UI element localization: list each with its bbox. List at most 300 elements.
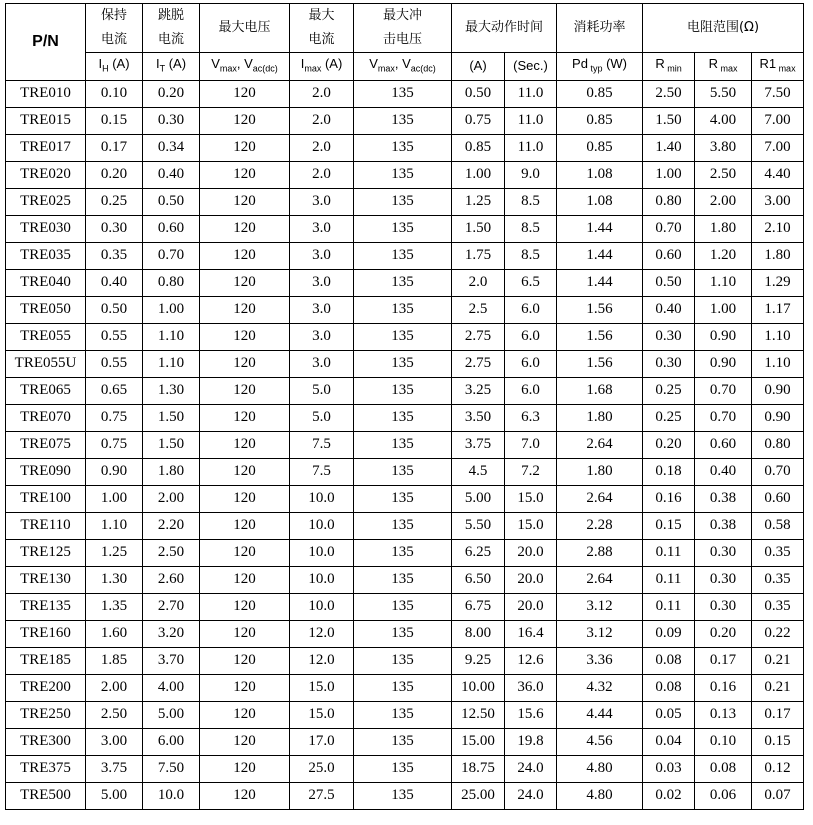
table-cell: 5.50 xyxy=(452,512,505,539)
table-row xyxy=(6,728,804,755)
table-cell: 0.04 xyxy=(643,728,695,755)
table-cell: 120 xyxy=(200,512,290,539)
table-cell: 19.8 xyxy=(505,728,557,755)
table-row xyxy=(6,782,804,809)
table-cell: 0.40 xyxy=(643,296,695,323)
table-cell: 135 xyxy=(354,188,452,215)
part-number-cell: TRE035 xyxy=(6,242,86,269)
table-cell: 1.40 xyxy=(643,134,695,161)
table-cell: 120 xyxy=(200,485,290,512)
table-cell: 135 xyxy=(354,512,452,539)
table-cell: 2.50 xyxy=(86,701,143,728)
table-cell: 3.00 xyxy=(752,188,804,215)
table-cell: 0.11 xyxy=(643,566,695,593)
table-cell: 0.35 xyxy=(752,566,804,593)
table-cell: 1.80 xyxy=(557,404,643,431)
table-cell: 0.60 xyxy=(643,242,695,269)
table-cell: 12.0 xyxy=(290,620,354,647)
table-cell: 2.0 xyxy=(290,161,354,188)
table-cell: 1.10 xyxy=(86,512,143,539)
table-cell: 6.50 xyxy=(452,566,505,593)
unit-rmin: R $_{min}$ xyxy=(643,53,695,81)
table-cell: 0.75 xyxy=(86,431,143,458)
header-trip-current-line2: 电流 xyxy=(157,32,184,47)
table-cell: 0.12 xyxy=(752,755,804,782)
table-cell: 3.00 xyxy=(86,728,143,755)
table-row xyxy=(6,107,804,134)
table-cell: 0.30 xyxy=(643,323,695,350)
table-cell: 135 xyxy=(354,593,452,620)
table-cell: 2.0 xyxy=(290,80,354,107)
table-cell: 0.60 xyxy=(752,485,804,512)
table-cell: 12.6 xyxy=(505,647,557,674)
table-cell: 0.22 xyxy=(752,620,804,647)
table-cell: 2.00 xyxy=(695,188,752,215)
table-cell: 5.00 xyxy=(452,485,505,512)
table-cell: 1.35 xyxy=(86,593,143,620)
table-cell: 0.85 xyxy=(557,134,643,161)
table-cell: 120 xyxy=(200,296,290,323)
table-cell: 1.80 xyxy=(752,242,804,269)
table-cell: 7.5 xyxy=(290,458,354,485)
header-resistance-range: 电阻范围(Ω) xyxy=(643,4,804,53)
table-cell: 1.80 xyxy=(557,458,643,485)
table-cell: 0.40 xyxy=(143,161,200,188)
table-cell: 0.90 xyxy=(752,404,804,431)
table-cell: 2.64 xyxy=(557,431,643,458)
table-cell: 0.30 xyxy=(643,350,695,377)
table-cell: 135 xyxy=(354,377,452,404)
part-number-cell: TRE500 xyxy=(6,782,86,809)
part-number-cell: TRE100 xyxy=(6,485,86,512)
table-cell: 25.00 xyxy=(452,782,505,809)
table-cell: 0.25 xyxy=(643,404,695,431)
table-cell: 8.5 xyxy=(505,242,557,269)
table-cell: 0.08 xyxy=(643,674,695,701)
table-row xyxy=(6,512,804,539)
table-cell: 135 xyxy=(354,485,452,512)
table-cell: 9.0 xyxy=(505,161,557,188)
table-cell: 120 xyxy=(200,701,290,728)
table-cell: 2.10 xyxy=(752,215,804,242)
table-cell: 2.0 xyxy=(290,107,354,134)
table-cell: 0.20 xyxy=(695,620,752,647)
table-cell: 135 xyxy=(354,161,452,188)
table-cell: 120 xyxy=(200,269,290,296)
table-cell: 20.0 xyxy=(505,539,557,566)
table-cell: 1.00 xyxy=(143,296,200,323)
table-cell: 0.58 xyxy=(752,512,804,539)
table-cell: 1.56 xyxy=(557,296,643,323)
spec-table xyxy=(5,3,804,810)
table-cell: 2.64 xyxy=(557,485,643,512)
table-cell: 24.0 xyxy=(505,755,557,782)
table-cell: 10.0 xyxy=(290,566,354,593)
table-cell: 120 xyxy=(200,188,290,215)
table-cell: 1.10 xyxy=(695,269,752,296)
table-cell: 3.25 xyxy=(452,377,505,404)
table-cell: 3.12 xyxy=(557,620,643,647)
table-cell: 135 xyxy=(354,701,452,728)
table-cell: 0.08 xyxy=(695,755,752,782)
table-cell: 0.34 xyxy=(143,134,200,161)
table-cell: 15.0 xyxy=(290,674,354,701)
table-row xyxy=(6,566,804,593)
table-cell: 16.4 xyxy=(505,620,557,647)
table-row xyxy=(6,647,804,674)
table-cell: 2.20 xyxy=(143,512,200,539)
table-cell: 4.56 xyxy=(557,728,643,755)
table-cell: 0.60 xyxy=(143,215,200,242)
table-cell: 6.00 xyxy=(143,728,200,755)
table-cell: 1.29 xyxy=(752,269,804,296)
table-cell: 0.80 xyxy=(752,431,804,458)
table-cell: 135 xyxy=(354,323,452,350)
table-cell: 4.40 xyxy=(752,161,804,188)
table-row xyxy=(6,323,804,350)
table-cell: 25.0 xyxy=(290,755,354,782)
table-cell: 135 xyxy=(354,215,452,242)
table-body xyxy=(6,80,804,809)
table-cell: 12.0 xyxy=(290,647,354,674)
table-cell: 120 xyxy=(200,620,290,647)
table-cell: 7.00 xyxy=(752,134,804,161)
table-cell: 5.00 xyxy=(143,701,200,728)
table-cell: 3.12 xyxy=(557,593,643,620)
table-cell: 3.0 xyxy=(290,269,354,296)
table-cell: 0.20 xyxy=(643,431,695,458)
table-cell: 0.11 xyxy=(643,539,695,566)
table-cell: 2.28 xyxy=(557,512,643,539)
table-row xyxy=(6,539,804,566)
table-cell: 0.30 xyxy=(695,593,752,620)
header-max-surge-voltage xyxy=(354,4,452,53)
table-cell: 0.06 xyxy=(695,782,752,809)
table-cell: 0.30 xyxy=(86,215,143,242)
table-cell: 120 xyxy=(200,323,290,350)
table-cell: 4.80 xyxy=(557,755,643,782)
table-row xyxy=(6,80,804,107)
table-cell: 10.0 xyxy=(143,782,200,809)
table-cell: 2.5 xyxy=(452,296,505,323)
part-number-cell: TRE250 xyxy=(6,701,86,728)
table-cell: 10.0 xyxy=(290,485,354,512)
unit-imax: $I_{max}$ (A) xyxy=(290,53,354,81)
table-cell: 3.0 xyxy=(290,323,354,350)
table-cell: 0.50 xyxy=(643,269,695,296)
table-row xyxy=(6,458,804,485)
header-max-trip-time: 最大动作时间 xyxy=(452,4,557,53)
table-cell: 1.10 xyxy=(752,350,804,377)
header-max-surge-voltage-line1: 最大冲 xyxy=(382,8,422,23)
table-cell: 7.50 xyxy=(752,80,804,107)
table-cell: 120 xyxy=(200,377,290,404)
unit-r1max: R1 $_{max}$ xyxy=(752,53,804,81)
part-number-cell: TRE017 xyxy=(6,134,86,161)
table-cell: 0.50 xyxy=(86,296,143,323)
part-number-cell: TRE070 xyxy=(6,404,86,431)
table-cell: 1.80 xyxy=(143,458,200,485)
table-cell: 120 xyxy=(200,728,290,755)
table-cell: 2.00 xyxy=(143,485,200,512)
table-row xyxy=(6,377,804,404)
table-cell: 4.44 xyxy=(557,701,643,728)
table-cell: 3.36 xyxy=(557,647,643,674)
table-cell: 6.5 xyxy=(505,269,557,296)
table-cell: 120 xyxy=(200,566,290,593)
table-cell: 0.21 xyxy=(752,674,804,701)
table-cell: 4.00 xyxy=(695,107,752,134)
table-cell: 2.88 xyxy=(557,539,643,566)
table-cell: 120 xyxy=(200,215,290,242)
table-cell: 3.20 xyxy=(143,620,200,647)
table-cell: 0.70 xyxy=(695,404,752,431)
table-cell: 0.40 xyxy=(86,269,143,296)
table-cell: 120 xyxy=(200,458,290,485)
table-cell: 0.50 xyxy=(143,188,200,215)
table-cell: 120 xyxy=(200,755,290,782)
table-cell: 4.00 xyxy=(143,674,200,701)
table-cell: 0.21 xyxy=(752,647,804,674)
table-row xyxy=(6,755,804,782)
table-cell: 4.80 xyxy=(557,782,643,809)
table-cell: 0.18 xyxy=(643,458,695,485)
header-trip-current-line1: 跳脱 xyxy=(157,8,184,23)
table-cell: 6.3 xyxy=(505,404,557,431)
table-cell: 7.0 xyxy=(505,431,557,458)
table-cell: 1.50 xyxy=(643,107,695,134)
table-row xyxy=(6,161,804,188)
table-cell: 10.0 xyxy=(290,512,354,539)
part-number-cell: TRE160 xyxy=(6,620,86,647)
table-cell: 6.0 xyxy=(505,350,557,377)
table-cell: 1.10 xyxy=(143,350,200,377)
table-cell: 2.75 xyxy=(452,323,505,350)
table-cell: 135 xyxy=(354,539,452,566)
header-hold-current xyxy=(86,4,143,53)
table-cell: 1.25 xyxy=(86,539,143,566)
table-cell: 1.00 xyxy=(695,296,752,323)
table-cell: 0.65 xyxy=(86,377,143,404)
table-cell: 135 xyxy=(354,566,452,593)
table-cell: 17.0 xyxy=(290,728,354,755)
table-cell: 0.90 xyxy=(86,458,143,485)
table-cell: 0.17 xyxy=(695,647,752,674)
table-cell: 1.20 xyxy=(695,242,752,269)
table-cell: 2.00 xyxy=(86,674,143,701)
table-cell: 120 xyxy=(200,647,290,674)
table-cell: 135 xyxy=(354,431,452,458)
table-cell: 36.0 xyxy=(505,674,557,701)
part-number-cell: TRE015 xyxy=(6,107,86,134)
table-cell: 0.30 xyxy=(695,539,752,566)
table-cell: 4.5 xyxy=(452,458,505,485)
table-cell: 1.44 xyxy=(557,269,643,296)
table-cell: 1.75 xyxy=(452,242,505,269)
table-cell: 0.20 xyxy=(86,161,143,188)
table-cell: 0.85 xyxy=(557,107,643,134)
table-row xyxy=(6,593,804,620)
table-cell: 135 xyxy=(354,107,452,134)
table-cell: 2.64 xyxy=(557,566,643,593)
table-cell: 120 xyxy=(200,161,290,188)
table-cell: 0.80 xyxy=(643,188,695,215)
table-row xyxy=(6,404,804,431)
table-cell: 10.00 xyxy=(452,674,505,701)
table-cell: 0.55 xyxy=(86,323,143,350)
part-number-cell: TRE065 xyxy=(6,377,86,404)
table-cell: 1.08 xyxy=(557,161,643,188)
part-number-cell: TRE130 xyxy=(6,566,86,593)
table-cell: 0.25 xyxy=(643,377,695,404)
table-cell: 11.0 xyxy=(505,107,557,134)
table-cell: 0.85 xyxy=(557,80,643,107)
table-cell: 0.35 xyxy=(86,242,143,269)
table-cell: 7.00 xyxy=(752,107,804,134)
table-cell: 0.90 xyxy=(695,323,752,350)
header-hold-current-line1: 保持 xyxy=(100,8,127,23)
part-number-cell: TRE075 xyxy=(6,431,86,458)
table-cell: 0.16 xyxy=(695,674,752,701)
table-cell: 1.30 xyxy=(86,566,143,593)
table-row xyxy=(6,188,804,215)
table-cell: 135 xyxy=(354,242,452,269)
table-row xyxy=(6,269,804,296)
header-max-voltage: 最大电压 xyxy=(200,4,290,53)
table-row xyxy=(6,674,804,701)
table-row xyxy=(6,485,804,512)
table-cell: 20.0 xyxy=(505,593,557,620)
table-cell: 11.0 xyxy=(505,80,557,107)
table-cell: 0.38 xyxy=(695,485,752,512)
table-cell: 27.5 xyxy=(290,782,354,809)
unit-it: $I_T$ (A) xyxy=(143,53,200,81)
table-cell: 5.0 xyxy=(290,404,354,431)
table-cell: 15.00 xyxy=(452,728,505,755)
table-cell: 0.75 xyxy=(452,107,505,134)
part-number-cell: TRE010 xyxy=(6,80,86,107)
table-row xyxy=(6,431,804,458)
table-cell: 0.70 xyxy=(695,377,752,404)
table-cell: 1.30 xyxy=(143,377,200,404)
table-cell: 0.10 xyxy=(86,80,143,107)
table-cell: 0.30 xyxy=(143,107,200,134)
table-cell: 135 xyxy=(354,647,452,674)
table-cell: 3.80 xyxy=(695,134,752,161)
table-cell: 1.10 xyxy=(752,323,804,350)
table-cell: 0.85 xyxy=(452,134,505,161)
header-max-surge-voltage-line2: 击电压 xyxy=(382,32,422,47)
table-cell: 135 xyxy=(354,458,452,485)
table-cell: 3.0 xyxy=(290,215,354,242)
table-cell: 8.5 xyxy=(505,188,557,215)
unit-rmax: R $_{max}$ xyxy=(695,53,752,81)
table-cell: 8.00 xyxy=(452,620,505,647)
table-row xyxy=(6,242,804,269)
unit-trip-sec: (Sec.) xyxy=(505,53,557,81)
table-cell: 1.80 xyxy=(695,215,752,242)
table-cell: 1.00 xyxy=(452,161,505,188)
table-cell: 0.02 xyxy=(643,782,695,809)
table-cell: 1.56 xyxy=(557,350,643,377)
table-row xyxy=(6,134,804,161)
table-cell: 9.25 xyxy=(452,647,505,674)
table-cell: 1.10 xyxy=(143,323,200,350)
unit-trip-a: (A) xyxy=(452,53,505,81)
table-cell: 1.50 xyxy=(452,215,505,242)
table-cell: 1.44 xyxy=(557,215,643,242)
table-row xyxy=(6,215,804,242)
part-number-cell: TRE375 xyxy=(6,755,86,782)
table-cell: 3.0 xyxy=(290,242,354,269)
table-cell: 3.70 xyxy=(143,647,200,674)
header-max-current xyxy=(290,4,354,53)
table-cell: 0.17 xyxy=(752,701,804,728)
table-cell: 6.0 xyxy=(505,323,557,350)
table-cell: 1.08 xyxy=(557,188,643,215)
table-cell: 0.15 xyxy=(643,512,695,539)
table-cell: 0.03 xyxy=(643,755,695,782)
table-cell: 6.0 xyxy=(505,296,557,323)
table-cell: 5.0 xyxy=(290,377,354,404)
table-cell: 120 xyxy=(200,350,290,377)
table-cell: 135 xyxy=(354,404,452,431)
table-cell: 0.35 xyxy=(752,593,804,620)
table-cell: 15.0 xyxy=(290,701,354,728)
table-cell: 2.50 xyxy=(695,161,752,188)
table-cell: 10.0 xyxy=(290,593,354,620)
table-cell: 7.2 xyxy=(505,458,557,485)
table-cell: 0.11 xyxy=(643,593,695,620)
table-cell: 135 xyxy=(354,755,452,782)
part-number-cell: TRE300 xyxy=(6,728,86,755)
table-cell: 3.75 xyxy=(452,431,505,458)
table-cell: 15.0 xyxy=(505,512,557,539)
part-number-cell: TRE025 xyxy=(6,188,86,215)
units-row xyxy=(6,53,804,81)
table-cell: 2.0 xyxy=(290,134,354,161)
table-cell: 10.0 xyxy=(290,539,354,566)
table-cell: 0.05 xyxy=(643,701,695,728)
table-cell: 3.0 xyxy=(290,188,354,215)
table-cell: 1.44 xyxy=(557,242,643,269)
table-cell: 24.0 xyxy=(505,782,557,809)
table-cell: 135 xyxy=(354,620,452,647)
table-cell: 3.0 xyxy=(290,296,354,323)
table-cell: 135 xyxy=(354,674,452,701)
table-cell: 11.0 xyxy=(505,134,557,161)
part-number-cell: TRE125 xyxy=(6,539,86,566)
table-cell: 135 xyxy=(354,80,452,107)
table-cell: 5.00 xyxy=(86,782,143,809)
table-cell: 120 xyxy=(200,107,290,134)
table-cell: 0.80 xyxy=(143,269,200,296)
part-number-cell: TRE040 xyxy=(6,269,86,296)
table-cell: 2.70 xyxy=(143,593,200,620)
table-cell: 1.56 xyxy=(557,323,643,350)
part-number-cell: TRE110 xyxy=(6,512,86,539)
part-number-cell: TRE055 xyxy=(6,323,86,350)
table-cell: 1.17 xyxy=(752,296,804,323)
table-cell: 3.50 xyxy=(452,404,505,431)
table-cell: 1.00 xyxy=(86,485,143,512)
unit-vmax-surge: $V_{max}$, $V_{ac(dc)}$ xyxy=(354,53,452,81)
part-number-cell: TRE030 xyxy=(6,215,86,242)
table-cell: 0.55 xyxy=(86,350,143,377)
table-cell: 1.60 xyxy=(86,620,143,647)
table-cell: 0.70 xyxy=(643,215,695,242)
part-number-cell: TRE050 xyxy=(6,296,86,323)
